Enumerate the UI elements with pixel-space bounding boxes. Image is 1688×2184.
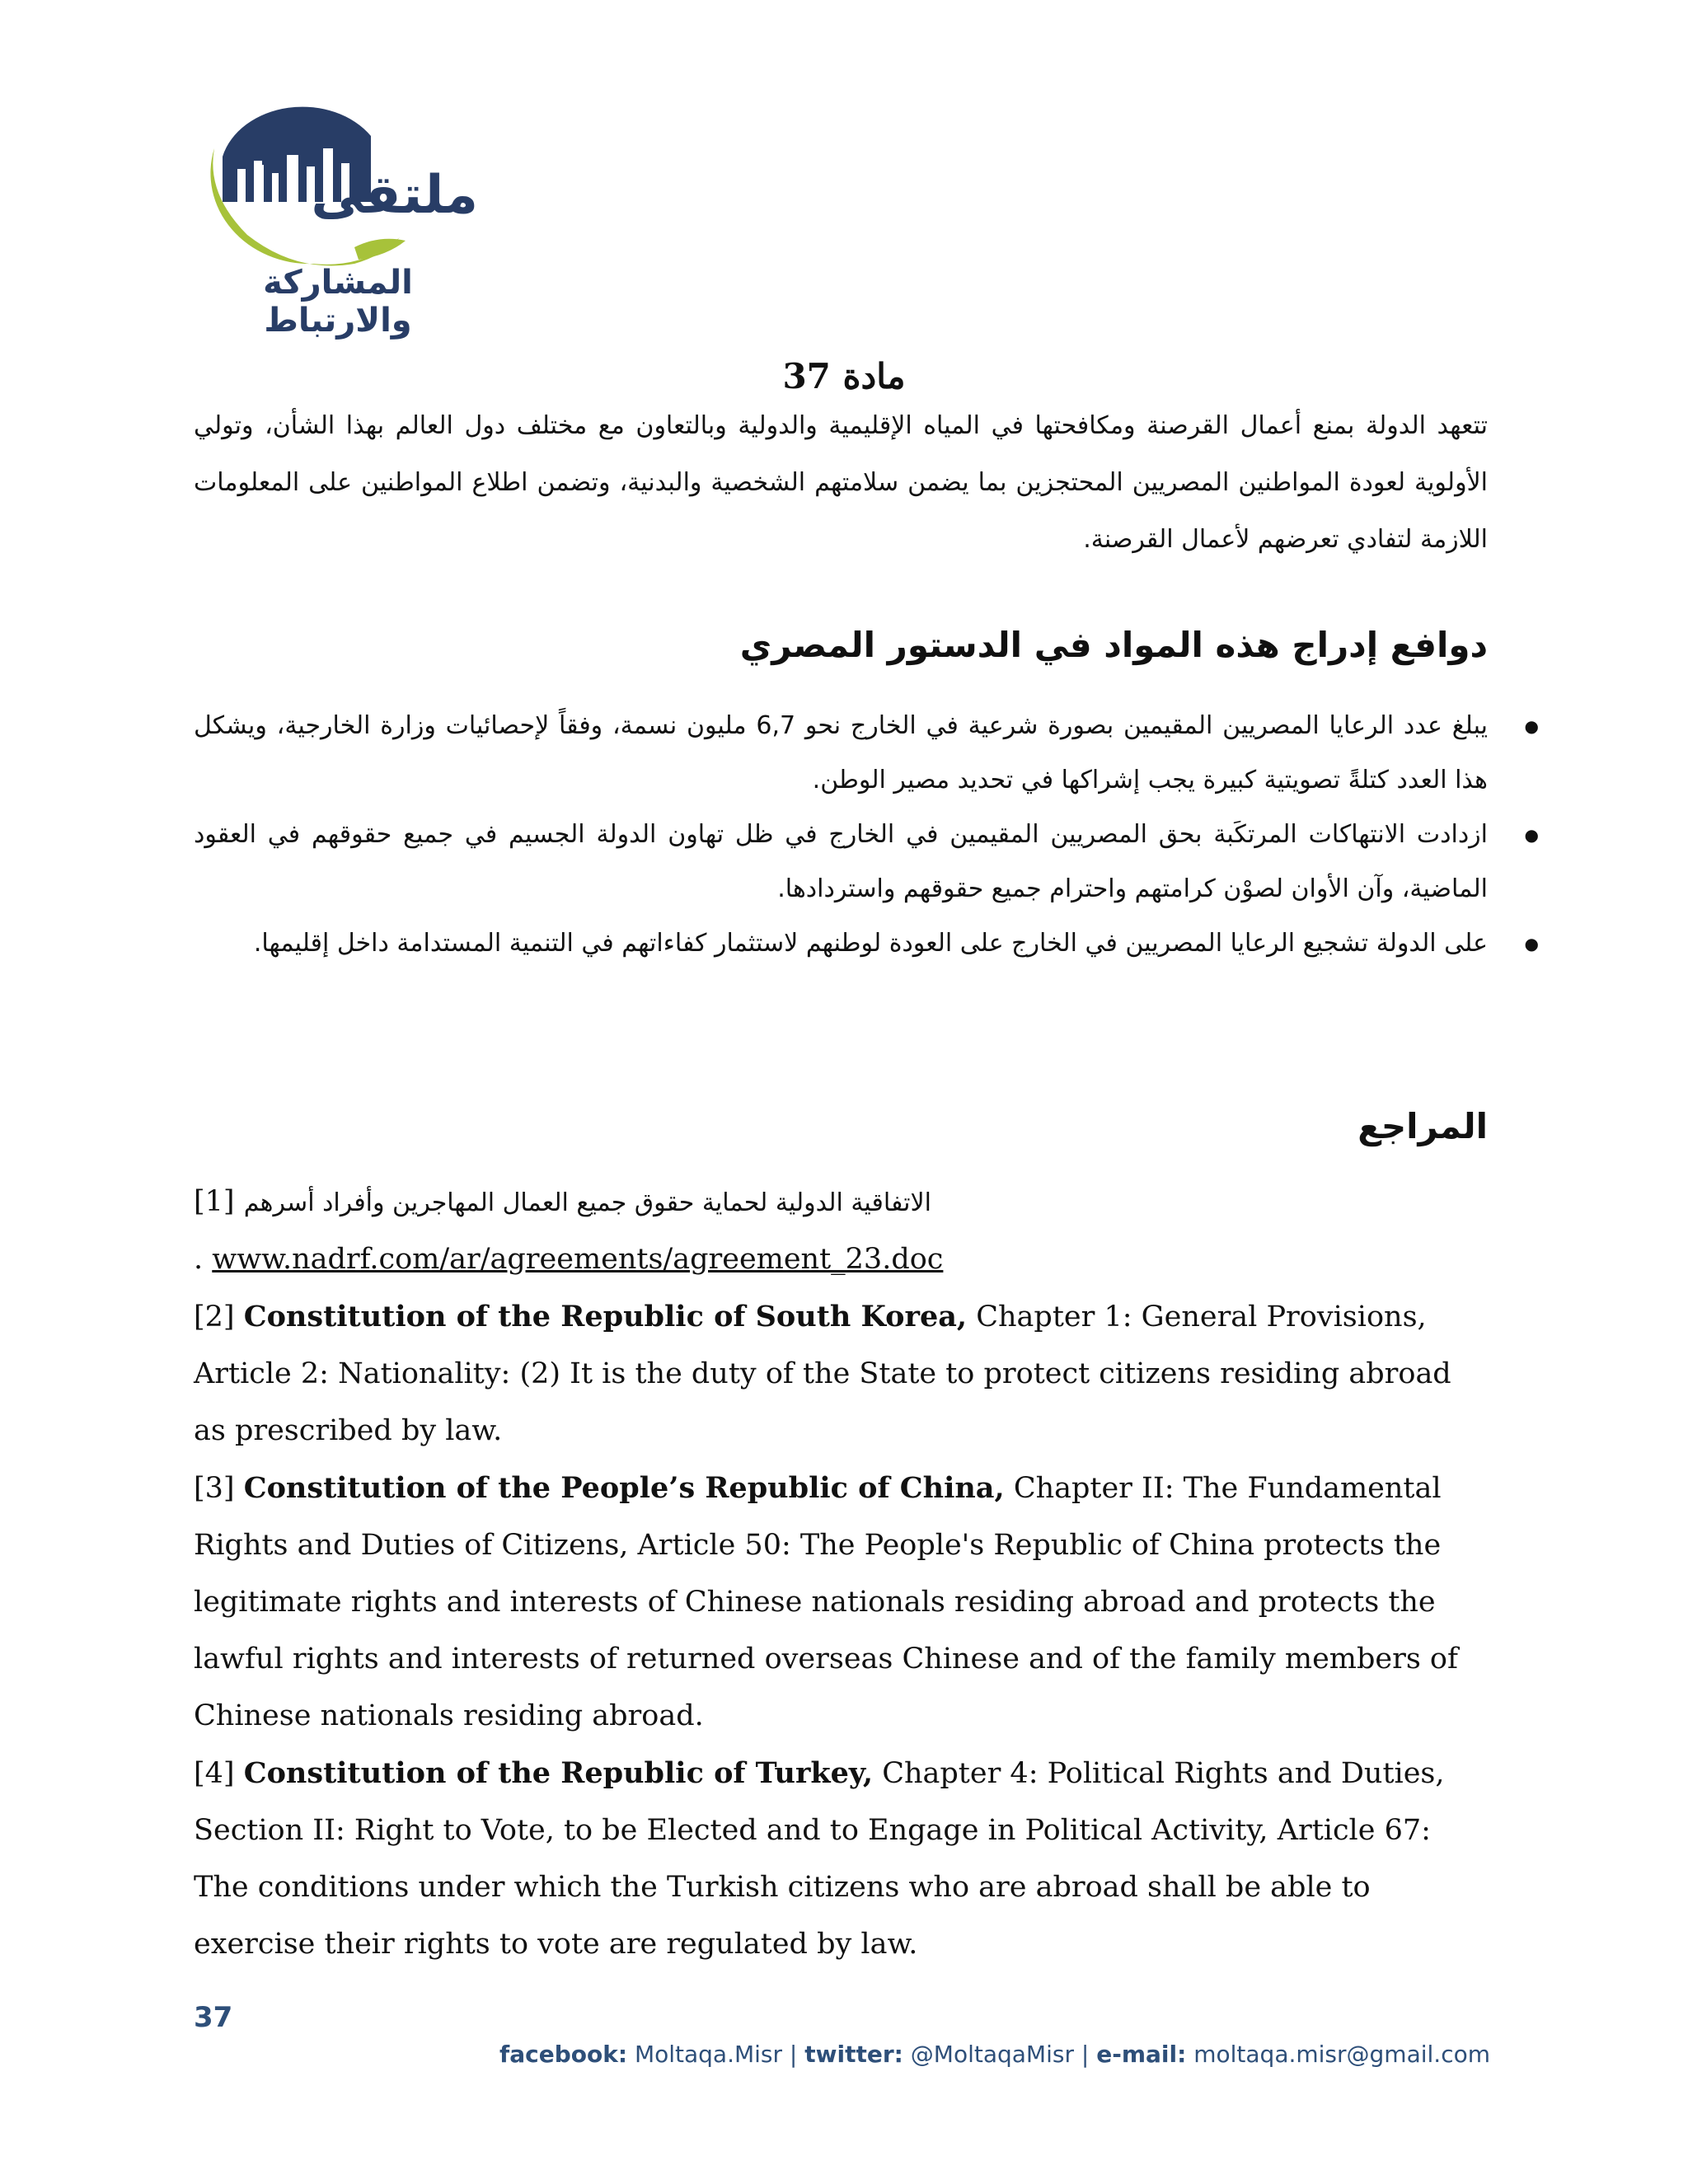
logo-subtitle: المشاركة والارتباط <box>263 264 413 340</box>
reasons-list <box>194 699 1578 971</box>
footer-separator: | <box>1081 2041 1090 2068</box>
footer-contacts <box>493 2041 1490 2068</box>
twitter-label: twitter: <box>804 2041 903 2068</box>
reference-title: Constitution of the Republic of Turkey, <box>243 1756 874 1790</box>
reference-number: [1] <box>194 1185 235 1218</box>
article-body: تتعهد الدولة بمنع أعمال القرصنة ومكافحتها في المياه الإقليمية والدولية وبالتعاون مع مختلف دول العالم بهذا الشأن، وتولي الأولوية لعودة المواطنين المصريين المحتجزين بما يضمن سلامتهم الشخصية والبدنية، وتضمن اطلاع المواطنين على المعلومات اللازمة لتفادي تعرضهم لأعمال القرصنة. <box>194 411 1488 554</box>
reasons-heading: دوافع إدراج هذه المواد في الدستور المصري <box>739 625 1488 665</box>
reference-3 <box>194 1460 1488 1745</box>
reference-title: Constitution of the Republic of South Korea, <box>243 1300 968 1333</box>
email-label: e-mail: <box>1096 2041 1187 2068</box>
footer-separator: | <box>789 2041 798 2068</box>
facebook-label: facebook: <box>499 2041 628 2068</box>
reference-number: [4] <box>194 1757 235 1790</box>
references-heading: المراجع <box>1357 1106 1488 1146</box>
list-item: ● يبلغ عدد الرعايا المصريين المقيمين بصورة شرعية في الخارج نحو 6,7 مليون نسمة، وفقاً لإحصائيات وزارة الخارجية، ويشكل هذا العدد كتلةً تصويتية كبيرة يجب إشراكها في تحديد مصير الوطن. <box>194 699 1488 808</box>
reference-title: Constitution of the People’s Republic of China, <box>243 1471 1005 1505</box>
reference-4 <box>194 1745 1488 1973</box>
reference-link[interactable]: www.nadrf.com/ar/agreements/agreement_23.doc <box>212 1243 944 1276</box>
reference-2 <box>194 1288 1488 1460</box>
reference-text: Chapter 1: General Provisions, Article 2: Nationality: (2) It is the duty of the State to protect citizens residing abroad as prescribed by law. <box>194 1301 1451 1447</box>
reference-text: Chapter II: The Fundamental Rights and Duties of Citizens, Article 50: The People's Republic of China protects the legitimate rights and interests of Chinese nationals residing abroad and protects the lawful rights and interests of returned overseas Chinese and of the family members of Chinese nationals residing abroad. <box>194 1472 1458 1732</box>
list-item: ● ازدادت الانتهاكات المرتكَبة بحق المصريين المقيمين في الخارج في ظل تهاون الدولة الجسيم في جميع حقوقهم في العقود الماضية، وآن الأوان لصوْن كرامتهم واحترام جميع حقوقهم واستردادها. <box>194 808 1488 916</box>
logo-wordmark: ملتقى <box>311 165 478 226</box>
page-number: 37 <box>194 2001 233 2034</box>
reference-1 <box>194 1174 1488 1231</box>
reference-text: Chapter 4: Political Rights and Duties, Section II: Right to Vote, to be Elected and to Engage in Political Activity, Article 67: The conditions under which the Turkish citizens who are abroad shall be able to exercise their rights to vote are regulated by law. <box>194 1757 1445 1961</box>
facebook-handle[interactable]: Moltaqa.Misr <box>634 2041 783 2068</box>
email-address[interactable]: moltaqa.misr@gmail.com <box>1193 2041 1490 2068</box>
moltaqa-logo <box>190 91 486 340</box>
reference-number: [3] <box>194 1472 235 1505</box>
reference-number: [2] <box>194 1301 235 1333</box>
article-title: مادة 37 <box>782 356 906 396</box>
twitter-handle[interactable]: @MoltaqaMisr <box>910 2041 1074 2068</box>
reference-text: الاتفاقية الدولية لحماية حقوق جميع العمال المهاجرين وأفراد أسرهم <box>243 1188 931 1217</box>
list-item: ● على الدولة تشجيع الرعايا المصريين في الخارج على العودة لوطنهم لاستثمار كفاءاتهم في التنمية المستدامة داخل إقليمها. <box>194 916 1488 971</box>
reference-1-link-line <box>194 1231 1488 1288</box>
reference-prefix: . <box>194 1243 213 1276</box>
references-list <box>194 1174 1488 1973</box>
